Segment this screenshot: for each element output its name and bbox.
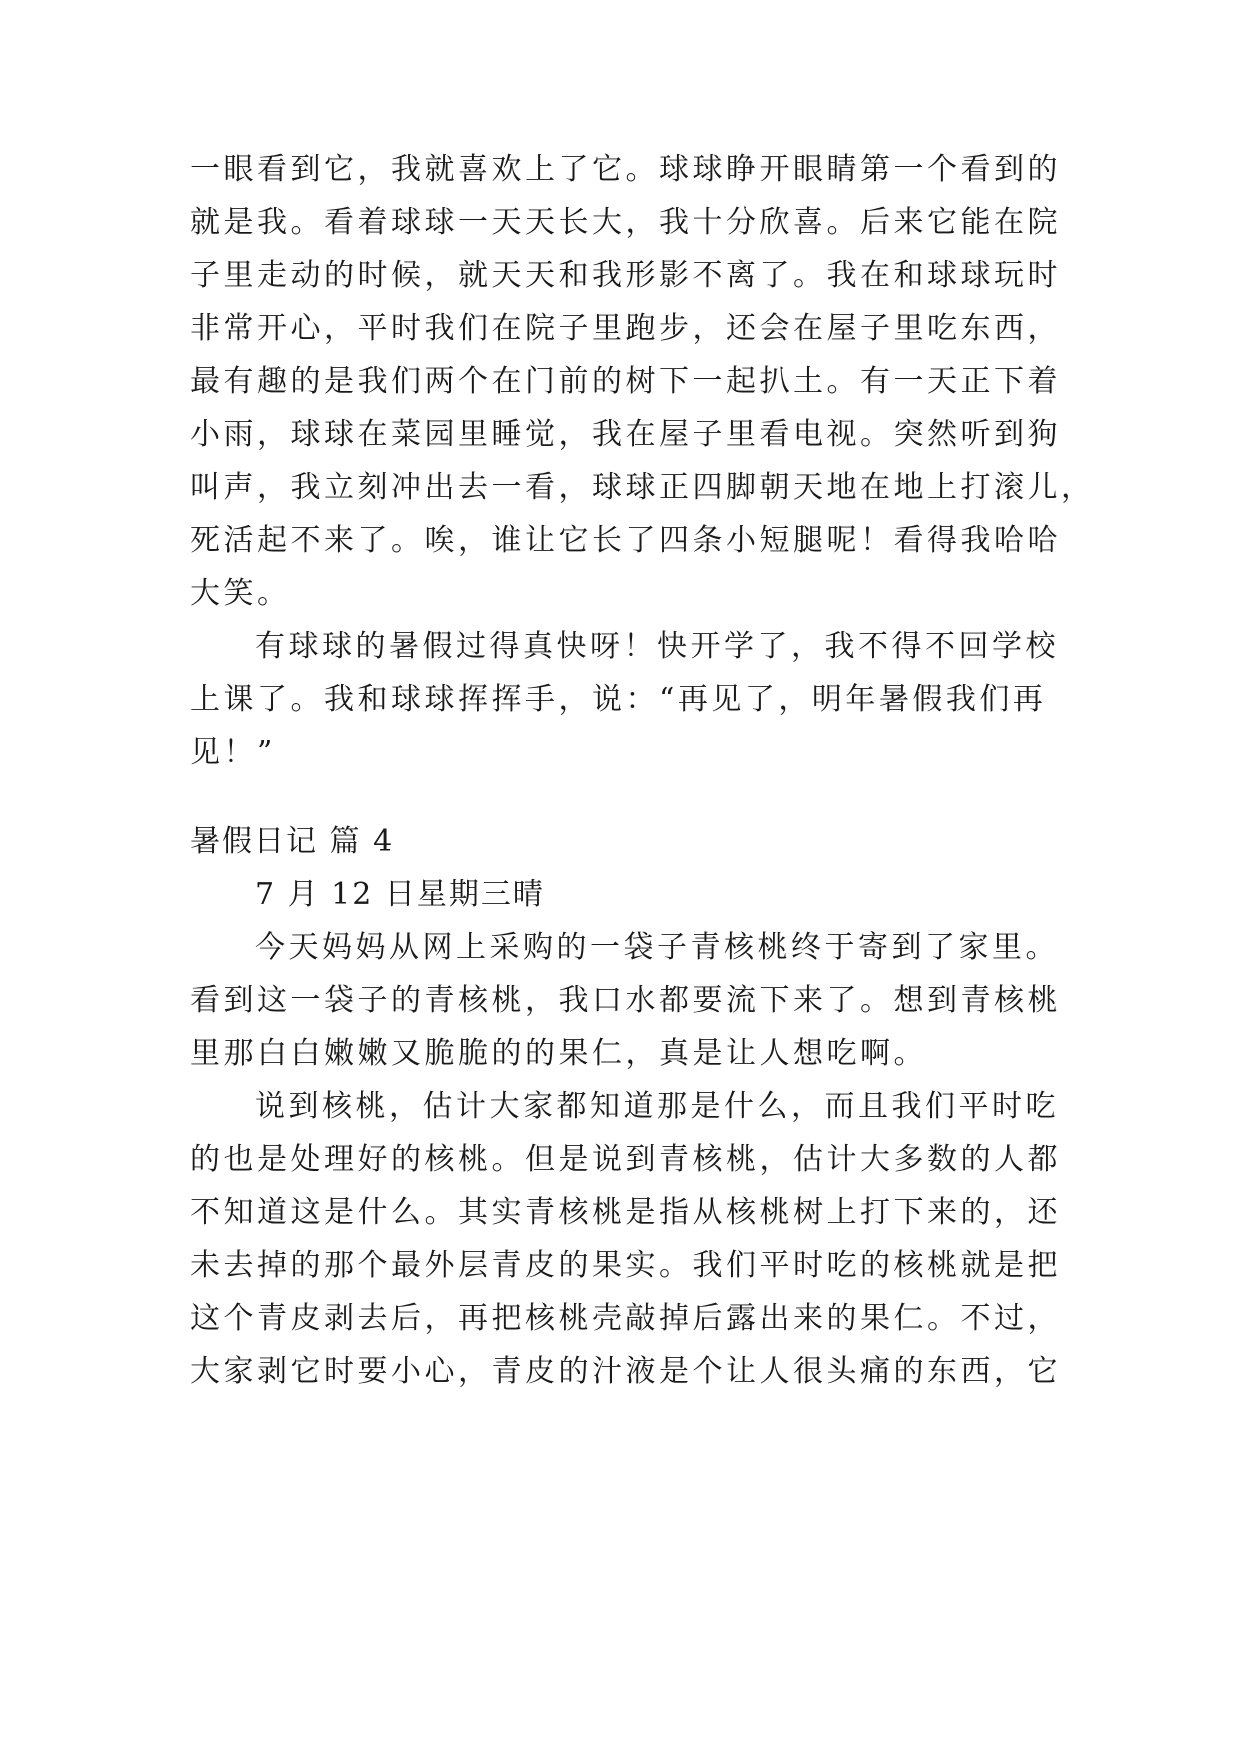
entry-title: 暑假日记 篇 4 bbox=[190, 824, 395, 859]
text-line: 看到这一袋子的青核桃，我口水都要流下来了。想到青核桃 bbox=[190, 983, 1061, 1018]
text-line: 的也是处理好的核桃。但是说到青核桃，估计大多数的人都 bbox=[190, 1142, 1061, 1177]
text-line: 今天妈妈从网上采购的一袋子青核桃终于寄到了家里。 bbox=[255, 930, 1059, 965]
text-line: 这个青皮剥去后，再把核桃壳敲掉后露出来的果仁。不过， bbox=[190, 1301, 1061, 1336]
text-line: 上课了。我和球球挥挥手，说：“再见了，明年暑假我们再 bbox=[190, 682, 1047, 717]
text-line: 叫声，我立刻冲出去一看，球球正四脚朝天地在地上打滚儿， bbox=[190, 470, 1095, 505]
text-line: 见！” bbox=[190, 735, 276, 770]
text-line: 有球球的暑假过得真快呀！快开学了，我不得不回学校 bbox=[255, 629, 1059, 664]
text-line: 里那白白嫩嫩又脆脆的的果仁，真是让人想吃啊。 bbox=[190, 1036, 927, 1071]
entry-date: 7 月 12 日星期三晴 bbox=[255, 877, 545, 912]
text-line: 子里走动的时候，就天天和我形影不离了。我在和球球玩时 bbox=[190, 258, 1061, 293]
text-line: 大笑。 bbox=[190, 576, 291, 611]
text-line: 非常开心，平时我们在院子里跑步，还会在屋子里吃东西， bbox=[190, 311, 1061, 346]
text-line: 最有趣的是我们两个在门前的树下一起扒土。有一天正下着 bbox=[190, 364, 1061, 399]
text-line: 不知道这是什么。其实青核桃是指从核桃树上打下来的，还 bbox=[190, 1195, 1061, 1230]
text-line: 就是我。看着球球一天天长大，我十分欣喜。后来它能在院 bbox=[190, 205, 1061, 240]
text-line: 死活起不来了。唉，谁让它长了四条小短腿呢！看得我哈哈 bbox=[190, 523, 1061, 558]
text-line: 未去掉的那个最外层青皮的果实。我们平时吃的核桃就是把 bbox=[190, 1248, 1061, 1283]
text-line: 小雨，球球在菜园里睡觉，我在屋子里看电视。突然听到狗 bbox=[190, 417, 1061, 452]
text-line: 说到核桃，估计大家都知道那是什么，而且我们平时吃 bbox=[255, 1089, 1059, 1124]
text-line: 大家剥它时要小心，青皮的汁液是个让人很头痛的东西，它 bbox=[190, 1354, 1061, 1389]
text-line: 一眼看到它，我就喜欢上了它。球球睁开眼睛第一个看到的 bbox=[190, 152, 1061, 187]
